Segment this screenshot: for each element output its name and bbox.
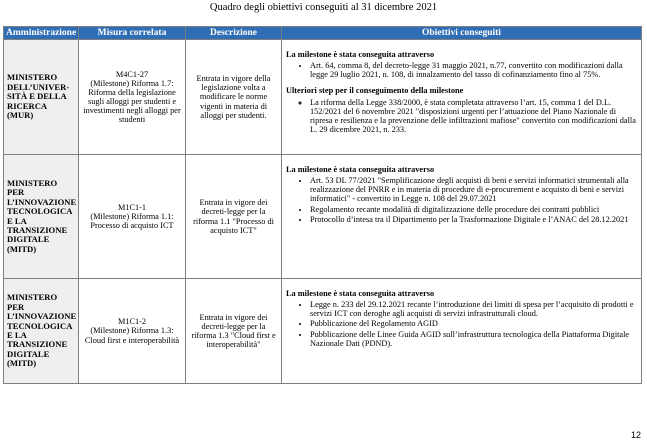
- table-row: [4, 40, 642, 155]
- cell-amministrazione: MINISTERO DELL’UNIVER-SITÀ E DELLA RICERCA (MUR): [4, 40, 79, 155]
- list-item: ◦ La riforma della Legge 338/2000, è stata completata attraverso l’art. 15, comma 1 del D.L. 152/2021 del 6 novembre 2021 "disposizioni urgenti per l’attuazione del Piano Nazionale di ripresa e resilienza e la prevenzione delle infiltrazioni mafiose" convertito con modificazioni dalla L. 29 dicembre 2021, n. 233.: [310, 98, 637, 135]
- obiettivi-heading: La milestone è stata conseguita attraverso: [286, 165, 435, 174]
- obiettivi-list: [286, 176, 637, 224]
- header-descrizione: Descrizione: [186, 27, 282, 40]
- table-header-row: [4, 27, 642, 40]
- misura-code: M1C1-2: [117, 317, 147, 327]
- page-number: 12: [630, 430, 641, 440]
- cell-amministrazione: MINISTERO PER L’INNOVAZIONE TECNOLOGICA E LA TRANSIZIONE DIGITALE (MITD): [4, 279, 79, 384]
- cell-obiettivi: [282, 155, 642, 279]
- obiettivi-heading: La milestone è stata conseguita attraverso: [286, 50, 435, 59]
- obiettivi-heading: La milestone è stata conseguita attraverso: [286, 289, 435, 298]
- cell-obiettivi: [282, 279, 642, 384]
- misura-text: (Milestone) Riforma 1.3: Cloud first e interoperabilità: [84, 326, 180, 345]
- obiettivi-list: [286, 61, 637, 79]
- cell-descrizione: Entrata in vigore dei decreti-legge per la riforma 1.1 "Processo di acquisto ICT": [186, 155, 282, 279]
- misura-text: (Milestone) Riforma 1.7: Riforma della legislazione sugli alloggi per studenti e investimenti negli alloggi per studenti: [83, 78, 181, 125]
- ulteriori-list: [286, 98, 637, 135]
- page-title: Quadro degli obiettivi conseguiti al 31 dicembre 2021: [209, 2, 438, 13]
- ulteriori-heading: Ulteriori step per il conseguimento della milestone: [286, 86, 464, 96]
- list-item: • Art. 53 DL 77/2021 "Semplificazione degli acquisti di beni e servizi informatici strumentali alla realizzazione del PNRR e in materia di procedure di e-procurement e acquisto di beni e servizi informatici" - convertito in Legge n. 108 del 29.07.2021: [310, 176, 637, 203]
- list-item: • Art. 64, comma 8, del decreto-legge 31 maggio 2021, n.77, convertito con modificazioni dalla legge 29 luglio 2021, n. 108, di innalzamento del tasso di cofinanziamento fino al 75%.: [310, 61, 637, 79]
- table-row: [4, 155, 642, 279]
- list-item: • Legge n. 233 del 29.12.2021 recante l’introduzione dei limiti di spesa per l’acquisito di prodotti e servizi ICT con deroghe agli acquisti di servizi infrastrutturali cloud.: [310, 300, 637, 318]
- header-misura: Misura correlata: [79, 27, 186, 40]
- cell-obiettivi: [282, 40, 642, 155]
- misura-code: M4C1-27: [115, 69, 149, 79]
- cell-misura: [79, 40, 186, 155]
- table-row: [4, 279, 642, 384]
- obiettivi-list: [286, 300, 637, 348]
- cell-descrizione: Entrata in vigore dei decreti-legge per la riforma 1.3 "Cloud first e interoperabilità": [186, 279, 282, 384]
- header-obiettivi: Obiettivi conseguiti: [282, 27, 642, 40]
- objectives-table: [3, 26, 642, 384]
- list-item: • Pubblicazione del Regolamento AGID: [310, 319, 637, 328]
- misura-text: (Milestone) Riforma 1.1: Processo di acquisto ICT: [90, 211, 174, 231]
- list-item: • Regolamento recante modalità di digitalizzazione delle procedure dei contratti pubblici: [310, 205, 637, 214]
- misura-code: M1C1-1: [117, 202, 147, 212]
- list-item: • Protocollo d’intesa tra il Dipartimento per la Trasformazione Digitale e l’ANAC del 28.12.2021: [310, 215, 637, 224]
- header-amministrazione: Amministrazione: [4, 27, 79, 40]
- cell-amministrazione: MINISTERO PER L’INNOVAZIONE TECNOLOGICA E LA TRANSIZIONE DIGITALE (MITD): [4, 155, 79, 279]
- cell-misura: [79, 279, 186, 384]
- list-item: • Pubblicazione delle Linee Guida AGID sull’infrastruttura tecnologica della Piattaforma Digitale Nazionale Dati (PDND).: [310, 330, 637, 348]
- cell-misura: [79, 155, 186, 279]
- cell-descrizione: Entrata in vigore della legislazione volta a modificare le norme vigenti in materia di alloggi per studenti.: [186, 40, 282, 155]
